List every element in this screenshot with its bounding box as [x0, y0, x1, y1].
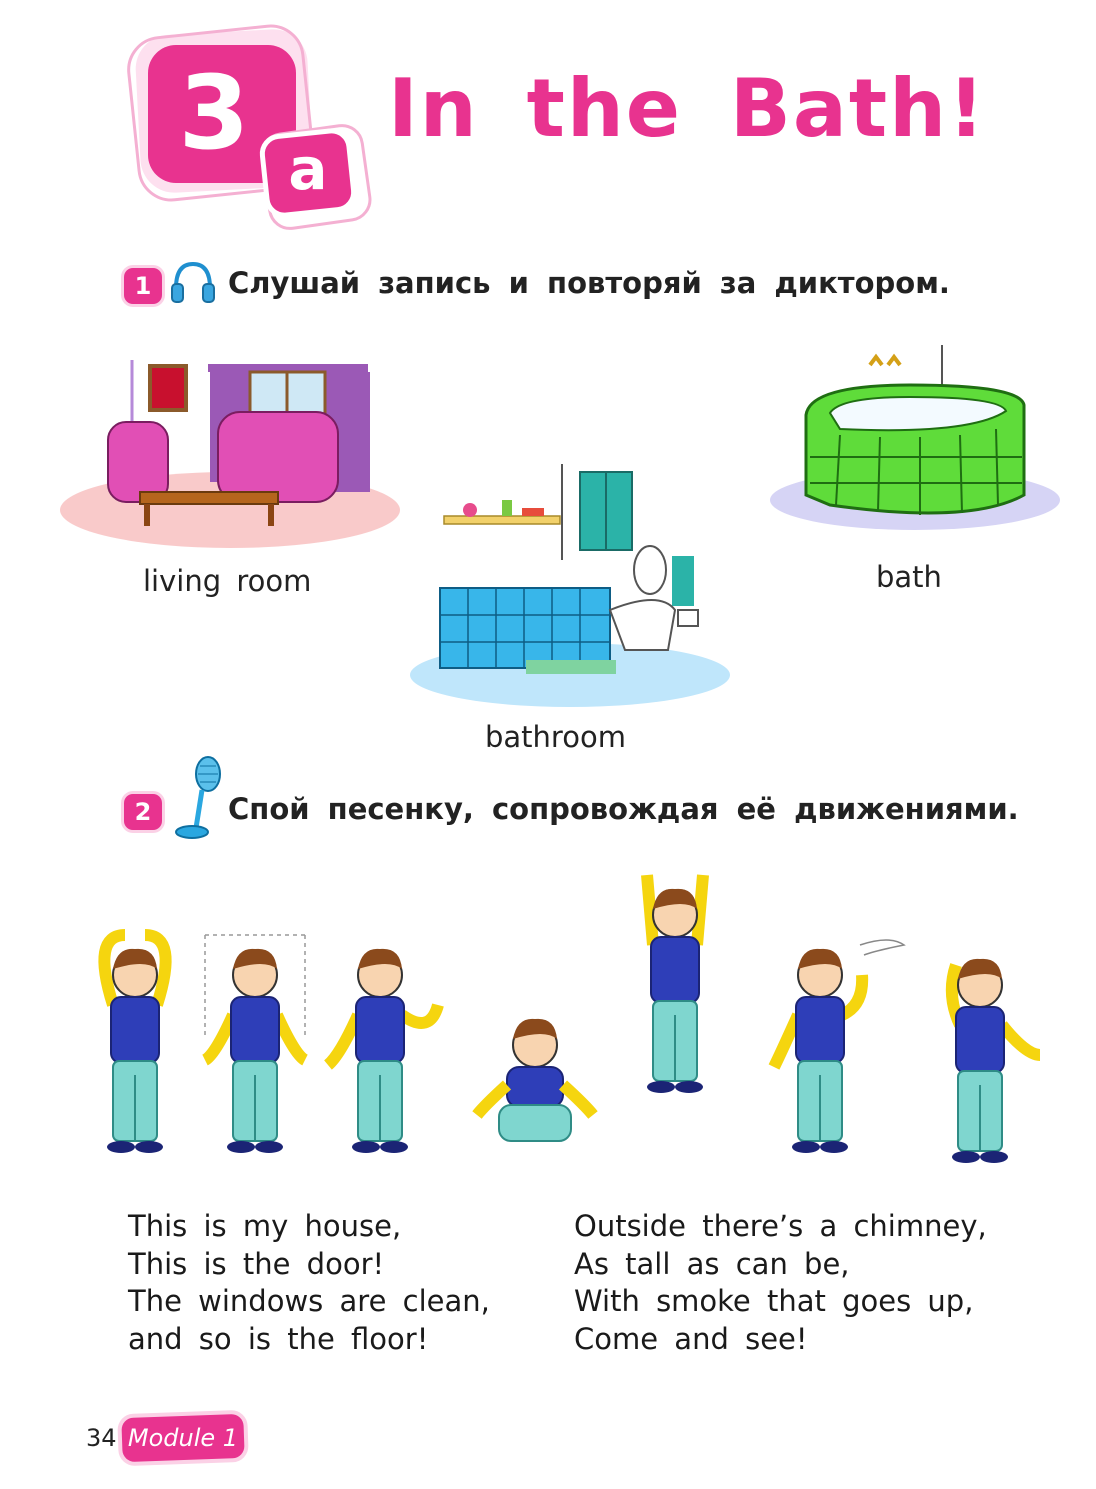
lesson-sub-letter: a — [288, 135, 328, 203]
bath-illustration — [770, 345, 1060, 535]
song-line: As tall as can be, — [574, 1246, 850, 1281]
vocab-living-room: living room — [143, 564, 312, 598]
song-line: With smoke that goes up, — [574, 1284, 974, 1318]
bathroom-illustration — [410, 460, 730, 710]
song-verse-left — [128, 1208, 490, 1358]
song-movements-illustration — [80, 855, 1070, 1175]
module-label: Module 1 — [127, 1424, 239, 1452]
song-verse-right — [574, 1208, 987, 1358]
microphone-icon — [174, 754, 224, 842]
page-title: In the Bath! — [388, 62, 987, 155]
page-number: 34 — [86, 1424, 117, 1452]
vocab-bath: bath — [876, 560, 942, 594]
task-1-number: 1 — [124, 268, 162, 304]
song-line: Outside there’s a chimney, — [574, 1209, 987, 1243]
song-line: The windows are clean, — [128, 1284, 490, 1318]
song-line: This is the door! — [128, 1246, 385, 1281]
task-2-number: 2 — [124, 794, 162, 830]
song-line: and so is the floor! — [128, 1321, 429, 1356]
song-line: Come and see! — [574, 1321, 808, 1356]
task-1-instruction: Слушай запись и повторяй за диктором. — [228, 266, 950, 300]
vocab-bathroom: bathroom — [485, 720, 626, 754]
headphones-icon — [170, 258, 216, 306]
task-2-instruction: Спой песенку, сопровождая её движениями. — [228, 792, 1019, 826]
living-room-illustration — [60, 350, 400, 550]
song-line: This is my house, — [128, 1209, 402, 1243]
lesson-number: 3 — [178, 54, 250, 173]
